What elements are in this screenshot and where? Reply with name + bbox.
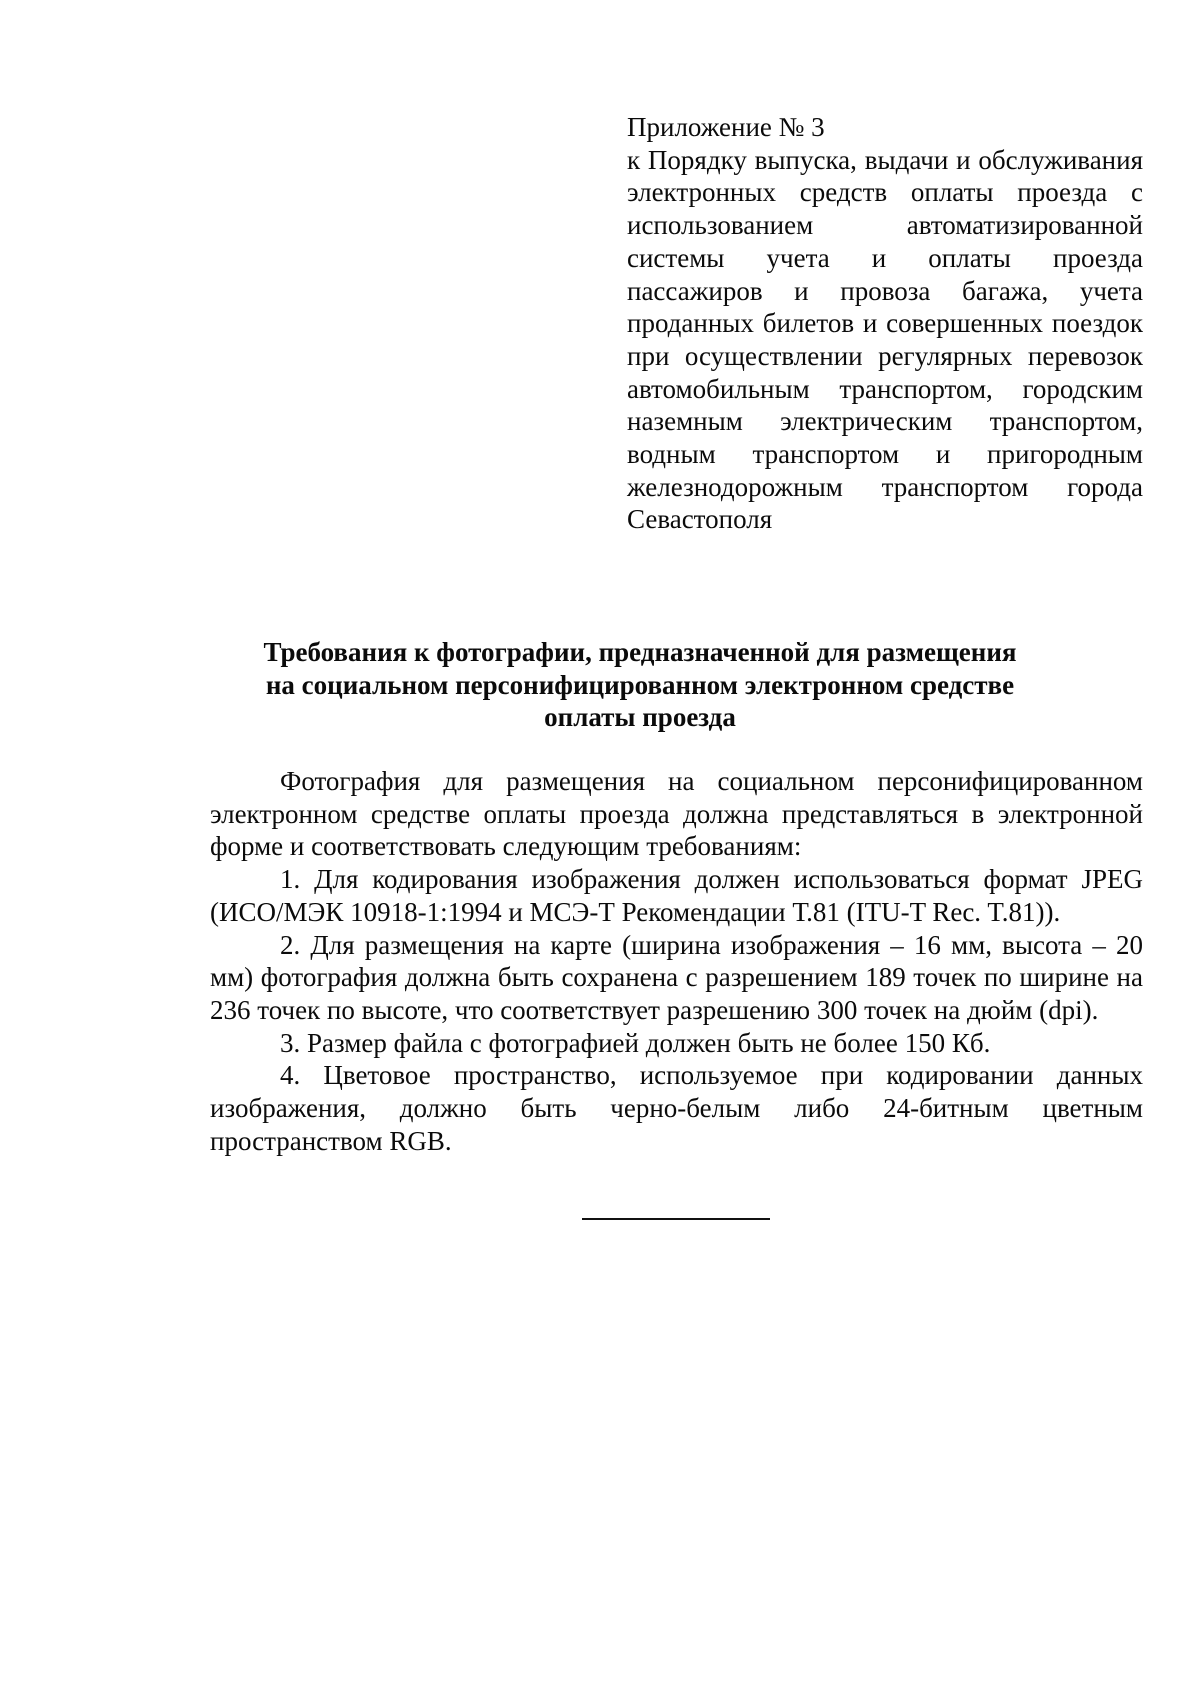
appendix-text: к Порядку выпуска, выдачи и обслуживания электронных средств оплаты проезда с использованием автоматизированной системы учета и оплаты проезда пассажиров и провоза багажа, учета проданных билетов и совершенных поездок при осуществлении регулярных перевозок автомобильным транспортом, городским наземным электрическим транспортом, водным транспортом и пригородным железнодорожным транспортом города Севастополя [627, 144, 1143, 535]
document-title-line: на социальном персонифицированном электронном средстве [265, 669, 1015, 700]
requirement-item: 1. Для кодирования изображения должен использоваться формат JPEG (ИСО/МЭК 10918-1:1994 и МСЭ-Т Рекомендации Т.81 (ITU-T Rec. T.81)). [210, 864, 1143, 927]
requirement-item: 4. Цветовое пространство, используемое при кодировании данных изображения, должно быть черно-белым либо 24-битным цветным пространством RGB. [210, 1060, 1143, 1156]
requirement-item: 3. Размер файла с фотографией должен быть не более 150 Кб. [280, 1027, 991, 1058]
intro-paragraph: Фотография для размещения на социальном персонифицированном электронном средстве оплаты проезда должна представляться в электронной форме и соответствовать следующим требованиям: [210, 766, 1143, 862]
document-title-line: Требования к фотографии, предназначенной для размещения [263, 637, 1017, 667]
appendix-block [627, 111, 1143, 536]
document-title-line: оплаты проезда [544, 702, 736, 732]
appendix-title: Приложение № 3 [627, 112, 825, 142]
requirement-item: 2. Для размещения на карте (ширина изображения – 16 мм, высота – 20 мм) фотография должна быть сохранена с разрешением 189 точек по ширине на 236 точек по высоте, что соответствует разрешению 300 точек на дюйм (dpi). [210, 929, 1143, 1025]
end-divider [582, 1218, 770, 1220]
document-body [210, 765, 1143, 1157]
document-title [210, 636, 1070, 734]
